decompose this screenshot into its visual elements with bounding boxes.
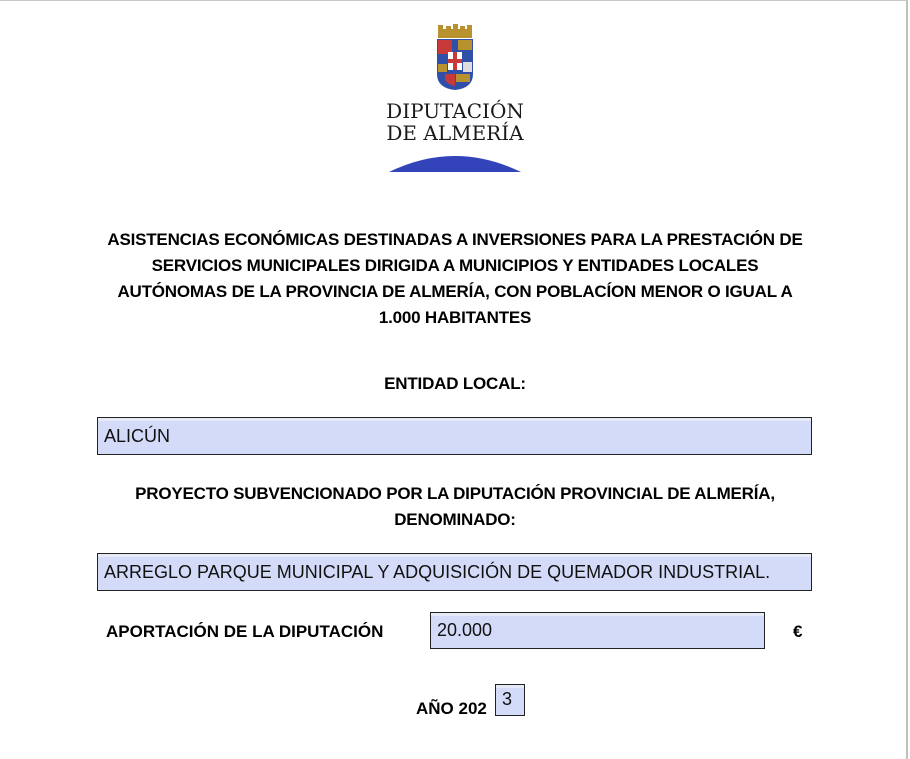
proyecto-label-line-1: PROYECTO SUBVENCIONADO POR LA DIPUTACIÓN PROVINCIAL DE ALMERÍA, <box>135 484 775 503</box>
title-line-4: 1.000 HABITANTES <box>378 308 532 327</box>
proyecto-label <box>60 481 850 533</box>
anio-label: AÑO 202 <box>416 699 487 718</box>
currency-euro: € <box>793 622 803 641</box>
proyecto-field[interactable] <box>97 553 812 591</box>
logo-text-line1: DIPUTACIÓN <box>386 99 524 123</box>
aportacion-label: APORTACIÓN DE LA DIPUTACIÓN <box>106 622 384 641</box>
anio-field[interactable] <box>495 684 525 716</box>
title-line-2: SERVICIOS MUNICIPALES DIRIGIDA A MUNICIPIOS Y ENTIDADES LOCALES <box>151 256 759 275</box>
proyecto-value: ARREGLO PARQUE MUNICIPAL Y ADQUISICIÓN DE QUEMADOR INDUSTRIAL. <box>104 561 771 582</box>
entidad-label: ENTIDAD LOCAL: <box>384 374 526 393</box>
title-line-1: ASISTENCIAS ECONÓMICAS DESTINADAS A INVERSIONES PARA LA PRESTACIÓN DE <box>107 230 803 249</box>
anio-value: 3 <box>502 689 513 709</box>
entidad-value: ALICÚN <box>104 425 171 446</box>
entidad-field[interactable] <box>97 417 812 455</box>
diputacion-logo <box>385 24 525 174</box>
document-title <box>60 227 850 331</box>
aportacion-value: 20.000 <box>437 620 493 640</box>
logo-arc-icon <box>385 148 525 178</box>
logo-text-line2: DE ALMERÍA <box>386 121 524 145</box>
aportacion-field[interactable] <box>430 612 765 649</box>
coat-of-arms-icon <box>385 24 525 94</box>
title-line-3: AUTÓNOMAS DE LA PROVINCIA DE ALMERÍA, CON POBLACÍON MENOR O IGUAL A <box>117 282 793 301</box>
proyecto-label-line-2: DENOMINADO: <box>394 510 516 529</box>
